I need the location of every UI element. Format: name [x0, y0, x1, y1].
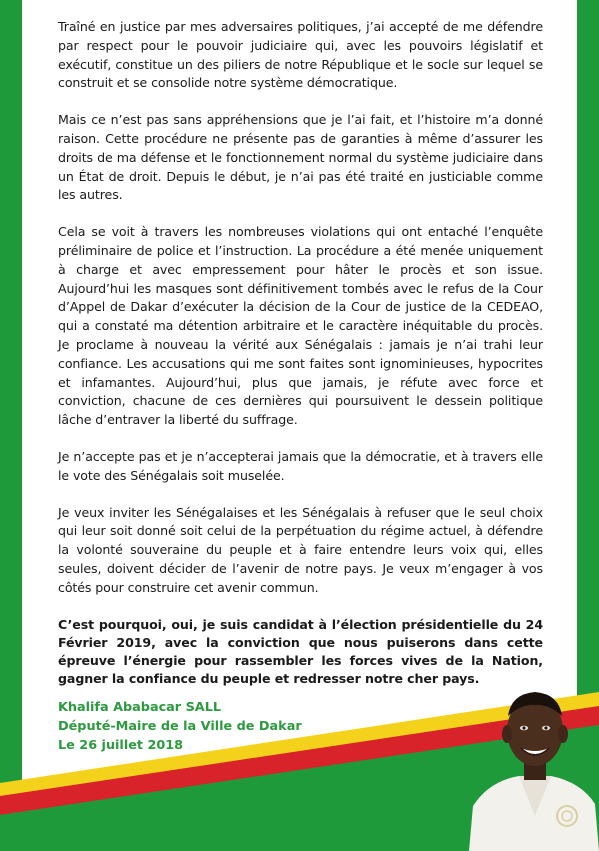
- signature-title: Député-Maire de la Ville de Dakar: [58, 719, 302, 734]
- paragraph-4: Je n’accepte pas et je n’accepterai jamais que la démocratie, et à travers elle le vote des Sénégalais soit muselée.: [58, 448, 543, 483]
- portrait-photo: [469, 676, 599, 851]
- paragraph-1: Traîné en justice par mes adversaires politiques, j’ai accepté de me défendre par respect pour le pouvoir judiciaire qui, avec les pouvoirs législatif et exécutif, constitue un des piliers de notre République et le socle sur lequel se construit et se consolide notre système démocratique.: [58, 19, 543, 91]
- closing-paragraph: C’est pourquoi, oui, je suis candidat à l’élection présidentielle du 24 Février 2019, avec la conviction que nous puiserons dans cette épreuve l’énergie pour rassembler les forces vives de la Nation, gagner la confiance du peuple et redresser notre cher pays.: [58, 616, 543, 687]
- signature-block: [58, 698, 302, 755]
- paragraph-2: Mais ce n’est pas sans appréhensions que je l’ai fait, et l’histoire m’a donné raison. Cette procédure ne présente pas de garanties à même d’assurer les droits de ma défense et le fonctionnement normal du système judiciaire dans un État de droit. Depuis le début, je n’ai pas été traité en justiciable comme les autres.: [58, 112, 543, 203]
- paragraph-3: Cela se voit à travers les nombreuses violations qui ont entaché l’enquête préliminaire de police et l’instruction. La procédure a été menée uniquement à charge et avec empressement pour hâter le procès et son issue. Aujourd’hui les masques sont définitivement tombés avec le refus de la Cour d’Appel de Dakar d’exécuter la décision de la Cour de justice de la CEDEAO, qui a constaté ma détention arbitraire et le caractère inéquitable du procès. Je proclame à nouveau la vérité aux Sénégalais : jamais je n’ai trahi leur confiance. Les accusations qui me sont faites sont ignominieuses, hypocrites et infamantes. Aujourd’hui, plus que jamais, je réfute avec force et conviction, chacune de ces dernières qui poursuivent le dessein politique lâche d’entraver la liberté du suffrage.: [58, 224, 543, 428]
- paragraph-5: Je veux inviter les Sénégalaises et les Sénégalais à refuser que le seul choix qui leur soit donné soit celui de la perpétuation du régime actuel, à défendre la volonté souveraine du peuple et à faire entendre leurs voix qui, elles seules, doivent décider de l’avenir de notre pays. Je veux m’engager à vos côtés pour construire cet avenir commun.: [58, 504, 543, 595]
- signature-date: Le 26 juillet 2018: [58, 738, 184, 753]
- signature-name: Khalifa Ababacar SALL: [58, 700, 222, 715]
